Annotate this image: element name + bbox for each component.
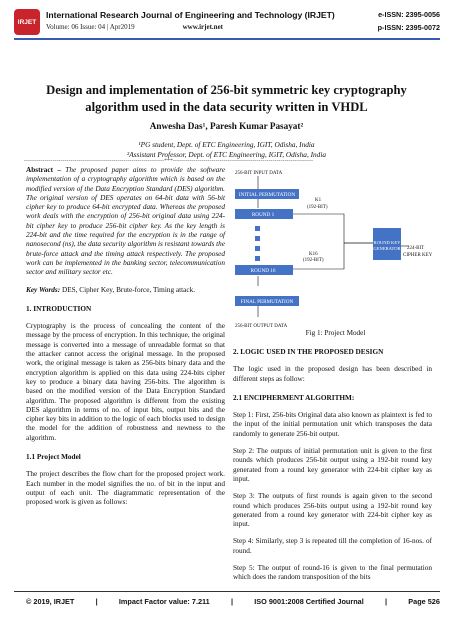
affiliation-1: ¹PG student, Dept. of ETC Engineering, IGIT, Odisha, India [138, 140, 315, 149]
irjet-logo: IRJET [14, 9, 40, 35]
footer-iso: ISO 9001:2008 Certified Journal [254, 597, 364, 606]
page-footer [26, 597, 440, 606]
round-dot-1 [255, 226, 260, 231]
p-issn: p-ISSN: 2395-0072 [377, 23, 440, 32]
logic-text: The logic used in the proposed design has been described in different steps as follow: [233, 365, 432, 383]
journal-title: International Research Journal of Engineering and Technology (IRJET) [46, 10, 335, 20]
cipher-key-bits: 224-BIT [407, 246, 425, 251]
initial-permutation-label: INITIAL PERMUTATION [238, 192, 296, 198]
round-dot-3 [255, 246, 260, 251]
round-dot-4 [255, 256, 260, 261]
k1-label: K1 [315, 198, 322, 203]
right-column [233, 340, 432, 583]
keywords-label: Key Words: [26, 285, 61, 294]
project-model-figure [233, 166, 438, 330]
step-1: Step 1: First, 256-bits Original data also known as plaintext is fed to the input of the initial permutation unit which transposes the data randomly to generate 256-bit output. [233, 411, 432, 438]
figure-caption: Fig 1: Project Model [305, 329, 366, 337]
journal-website[interactable]: www.irjet.net [182, 23, 224, 31]
step-5: Step 5: The output of round-16 is given to the final permutation which does the random transposition of the bits [233, 564, 432, 582]
paper-authors: Anwesha Das¹, Paresh Kumar Pasayat² [149, 121, 304, 131]
header-divider [14, 38, 440, 40]
introduction-text: Cryptography is the process of concealing the content of the message by the process of encryption. In this technique, the original message is converted into a message of unreadable format so that the attacker cannot access the original message. In the proposed work, the original message is taken as 256-bits binary data and the encryption algorithm is applied on this data using 224-bits cipher key to produce a binary data having 256-bits. The algorithm is based on the modified version of the Data Encryption Standard algorithm. The proposed algorithm is different from the existing DES algorithm in terms of no. of input bits, output bits and the cipher key bits in addition to the logic of each blocks used to design the model for the addition of robustness and newness to the algorithm. [26, 322, 225, 442]
journal-issue-line [46, 23, 223, 31]
project-model-text: The project describes the flow chart for the proposed project work. Each number in the model signifies the no. of bit in the input and output of each unit. The diagrammatic representation of the proposed work is given as follows: [26, 470, 225, 507]
heading-logic: 2. LOGIC USED IN THE PROPOSED DESIGN [233, 348, 384, 356]
footer-divider [14, 591, 440, 592]
k16-label: K16 [309, 252, 318, 257]
section-separator: ---------------------------------------------------------------------***--------------------------------------------------------------------- [24, 158, 314, 164]
abstract-text: The proposed paper aims to provide the software implementation of a cryptography algorithm which is based on the modified version of the Data Encryption Standard (DES) algorithm. The original version of DES operates on 64-bit data with 56-bit cipher key to produce 64-bit encrypted data. Whereas the proposed work deals with the encryption of 256-bit original data using 224-bit cipher key to produce 256-bit cipher key. As the key length is 224-bit and the time required for the encryption is in the range of nanosecond (ns), the data security algorithm is resistant towards the brute-force attack and the timing attack respectively. The proposed work can be implemented in the banking sector, telecommunication sector and military sector etc. [26, 166, 225, 277]
paper-title: Design and implementation of 256-bit symmetric key cryptography algorithm used in the data security written in VHDL [46, 83, 407, 114]
round16-label: ROUND 16 [250, 268, 276, 274]
footer-sep-1: | [95, 597, 98, 606]
final-permutation-label: FINAL PERMUTATION [240, 299, 294, 305]
journal-header [14, 9, 440, 35]
keywords [26, 286, 225, 295]
k16-bits: (192-BIT) [303, 258, 324, 263]
affiliation-2: ²Assistant Professor, Dept. of ETC Engineering, IGIT, Odisha, India [127, 150, 326, 159]
generator-label-1: ROUND KEY [373, 240, 401, 245]
abstract [26, 166, 225, 278]
output-label: 256-BIT OUTPUT DATA [235, 324, 288, 329]
footer-sep-3: | [385, 597, 388, 606]
step-2: Step 2: The outputs of initial permutation unit is given to the first rounds which produces 256-bit output using a 192-bit round key generated from a round key generator with 224-bit cipher key as input. [233, 447, 432, 483]
cipher-key-label: CIPHER KEY [403, 253, 433, 258]
round-dot-2 [255, 236, 260, 241]
footer-page-number: Page 526 [408, 597, 440, 606]
input-label: 256-BIT INPUT DATA [235, 171, 283, 176]
footer-sep-2: | [230, 597, 234, 606]
heading-introduction: 1. INTRODUCTION [26, 304, 92, 313]
step-4: Step 4: Similarly, step 3 is repeated till the completion of 16-nos. of round. [233, 537, 432, 555]
abstract-label: Abstract – [26, 166, 61, 174]
heading-project-model: 1.1 Project Model [26, 453, 81, 462]
step-3: Step 3: The outputs of first rounds is again given to the second round which produces 256-bits output using a 192-bit round key generated from a round key generator with 224-bit cipher key as input. [233, 492, 432, 529]
k1-bits: (192-BIT) [307, 205, 328, 210]
e-issn: e-ISSN: 2395-0056 [378, 10, 440, 19]
footer-copyright: © 2019, IRJET [26, 597, 75, 606]
flowchart [233, 166, 438, 330]
round1-label: ROUND 1 [251, 212, 275, 218]
keywords-text: DES, Cipher Key, Brute-force, Timing attack. [60, 285, 196, 294]
volume-issue: Volume: 06 Issue: 04 | Apr2019 [46, 23, 135, 31]
generator-label-2: GENERATOR [373, 246, 401, 251]
footer-impact-factor: Impact Factor value: 7.211 [118, 597, 210, 606]
left-column [26, 166, 225, 508]
heading-encipherment: 2.1 ENCIPHERMENT ALGORITHM: [233, 393, 355, 402]
